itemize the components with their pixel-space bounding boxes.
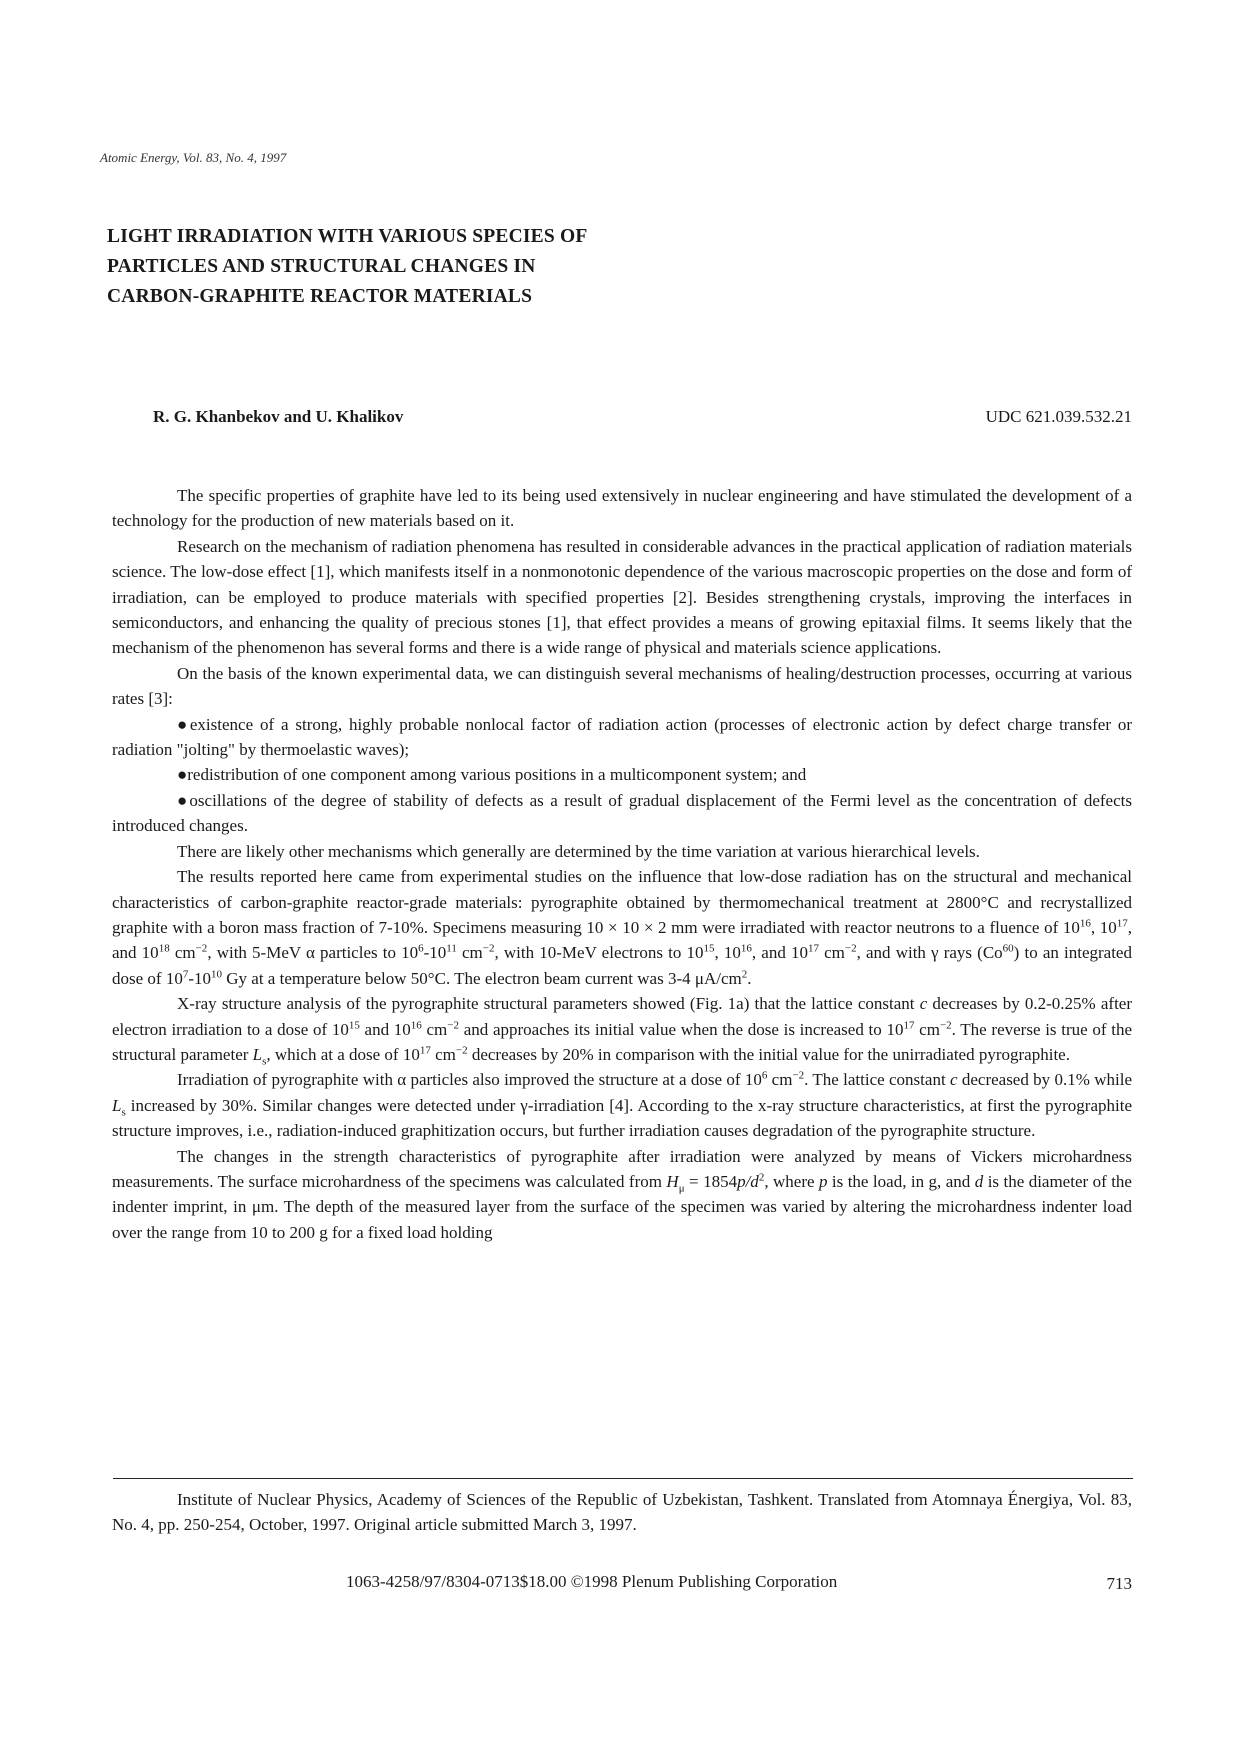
paragraph: Research on the mechanism of radiation phenomena has resulted in considerable advances in the practical application of radiation materials science. The low-dose effect [1], which manifests itself in a nonmonotonic dependence of the various macroscopic properties on the dose and form of irradiation, can be employed to produce materials with specified properties [2]. Besides strengthening crystals, improving the interfaces in semiconductors, and enhancing the quality of precious stones [1], that effect provides a means of growing epitaxial films. It seems likely that the mechanism of the phenomenon has several forms and there is a wide range of physical and materials science applications. [112,536,1132,658]
footnote [112,1487,1132,1537]
paragraph-microhardness: The changes in the strength characteristics of pyrographite after irradiation were analyzed by means of Vickers microhardness measurements. The surface microhardness of the specimens was calculated from $H_\mu = 1854p/d^2$, where p is the load, in g, and d is the diameter of the indenter imprint, in μm. The depth of the measured layer from the surface of the specimen was varied by altering the microhardness indenter load over the range from 10 to 200 g for a fixed load holding [112,1146,1132,1242]
footnote-divider [113,1478,1133,1479]
bullet-item: ●redistribution of one component among various positions in a multicomponent system; and [177,765,807,785]
paragraph-results: The results reported here came from experimental studies on the influence that low-dose radiation has on the structural and mechanical characteristics of carbon-graphite reactor-grade materials: pyrographite obtained by thermomechanical treatment at 2800°C and recrystallized graphite with a boron mass fraction of 7-10%. Specimens measuring 10 × 10 × 2 mm were irradiated with reactor neutrons to a fluence of $10^{16}$, $10^{17}$, and $10^{18}$ $cm^{-2}$, with 5-MeV α particles to $10^6-10^{11}$ $cm^{-2}$, with 10-MeV electrons to $10^{15}$, $10^{16}$, and $10^{17}$ $cm^{-2}$, and with γ rays (Co$^{60}$) to an integrated dose of $10^7-10^{10}$ Gy at a temperature below 50°C. The electron beam current was 3-4 $\mu A/cm^2$. [112,867,1132,988]
paragraph: On the basis of the known experimental data, we can distinguish several mechanisms of healing/destruction processes, occurring at various rates [3]: [112,663,1132,709]
bullet-item: ●existence of a strong, highly probable nonlocal factor of radiation action (processes of electronic action by defect charge transfer or radiation "jolting" by thermoelastic waves); [112,714,1132,760]
page-number: 713 [1106,1574,1132,1593]
paragraph: There are likely other mechanisms which generally are determined by the time variation at various hierarchical levels. [177,841,980,861]
paragraph-alpha: Irradiation of pyrographite with α particles also improved the structure at a dose of $10^6$ $cm^{-2}$. The lattice constant c decreased by 0.1% while $L_s$ increased by 30%. Similar changes were detected under γ-irradiation [4]. According to the x-ray structure characteristics, at first the pyrographite structure improves, i.e., radiation-induced graphitization occurs, but further irradiation causes degradation of the pyrographite structure. [112,1069,1132,1141]
bullet-item: ●oscillations of the degree of stability of defects as a result of gradual displacement of the Fermi level as the concentration of defects introduced changes. [112,790,1132,836]
article-title [107,222,727,312]
title-line: LIGHT IRRADIATION WITH VARIOUS SPECIES OF [107,226,588,247]
copyright-line: 1063-4258/97/8304-0713$18.00 ©1998 Plenum Publishing Corporation [346,1572,838,1591]
journal-citation: Atomic Energy, Vol. 83, No. 4, 1997 [100,150,287,165]
article-body [112,483,1132,1245]
footnote-text: Institute of Nuclear Physics, Academy of Sciences of the Republic of Uzbekistan, Tashkent. Translated from Atomnaya Énergiya, Vol. 83, No. 4, pp. 250-254, October, 1997. Original article submitted March 3, 1997. [112,1490,1132,1534]
title-line: PARTICLES AND STRUCTURAL CHANGES IN [107,256,536,277]
title-line: CARBON-GRAPHITE REACTOR MATERIALS [107,286,533,307]
udc-code: UDC 621.039.532.21 [985,407,1132,426]
authors: R. G. Khanbekov and U. Khalikov [153,407,404,426]
paragraph-xray: X-ray structure analysis of the pyrographite structural parameters showed (Fig. 1a) that the lattice constant c decreases by 0.2-0.25% after electron irradiation to a dose of $10^{15}$ and $10^{16}$ $cm^{-2}$ and approaches its initial value when the dose is increased to $10^{17}$ $cm^{-2}$. The reverse is true of the structural parameter $L_s$, which at a dose of $10^{17}$ $cm^{-2}$ decreases by 20% in comparison with the initial value for the unirradiated pyrographite. [112,994,1133,1068]
paragraph: The specific properties of graphite have led to its being used extensively in nuclear engineering and have stimulated the development of a technology for the production of new materials based on it. [112,486,1132,531]
